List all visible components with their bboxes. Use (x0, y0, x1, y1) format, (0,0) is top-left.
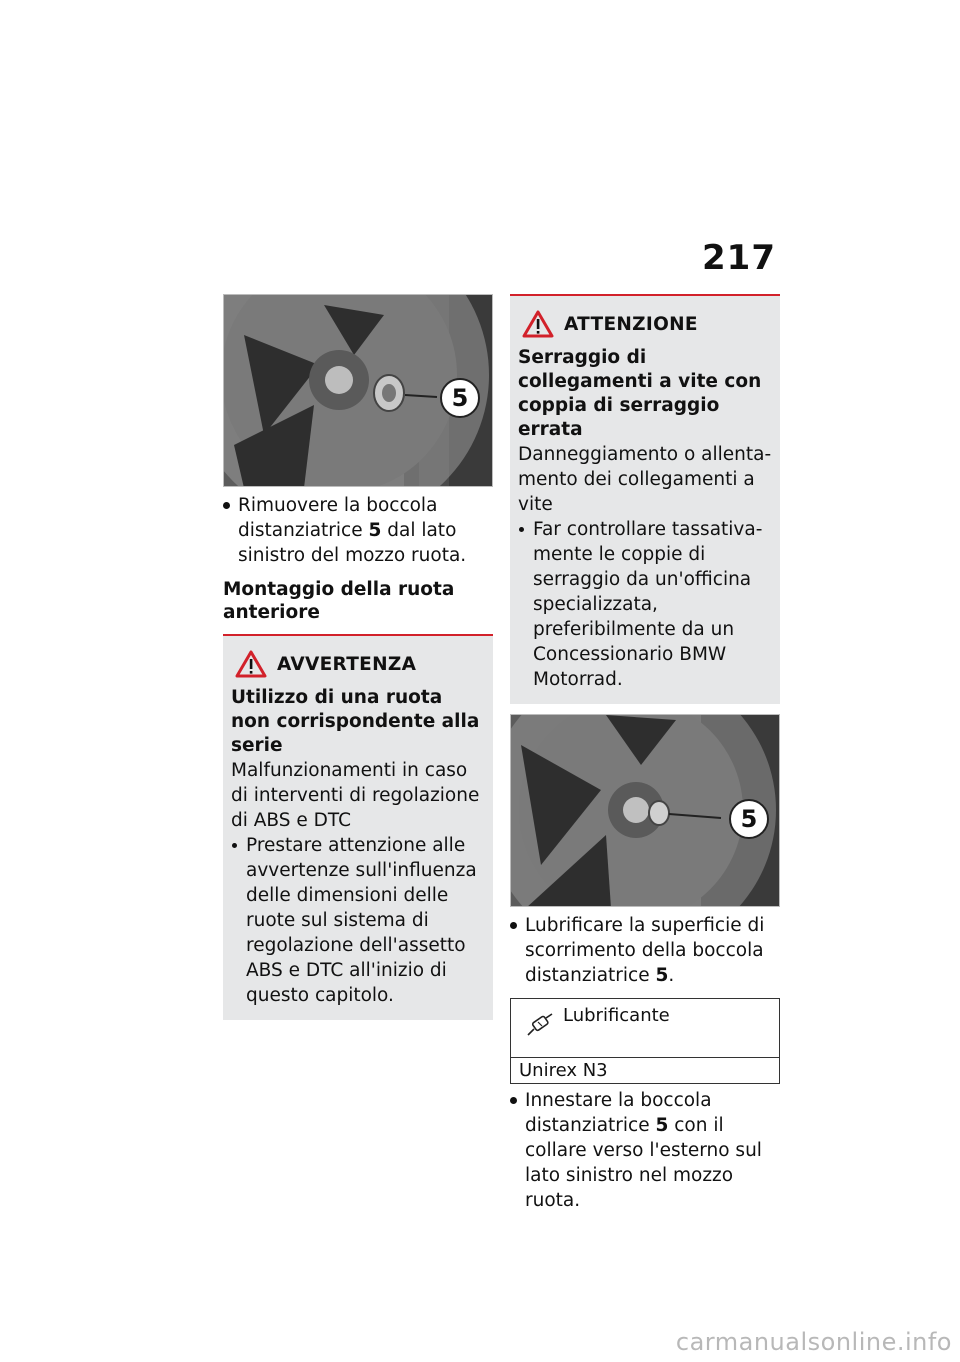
wheel-hub-photo-2 (510, 714, 780, 907)
caution-box (510, 294, 780, 704)
grease-gun-icon (525, 1013, 555, 1039)
wheel-hub-photo-1 (223, 294, 493, 487)
part-reference: 5 (368, 520, 382, 541)
step-text: Innestare la boccola distanziatrice (525, 1090, 712, 1136)
warning-title: AVVERTENZA (277, 653, 417, 675)
caution-subtitle: Serraggio di collegamenti a vite con coppia di serraggio errata (518, 347, 762, 440)
warning-consequence: Malfunzionamenti in caso di interventi di regolazione di ABS e DTC (231, 760, 480, 831)
step-remove-spacer (223, 493, 493, 568)
step-text: con il collare verso l'esterno sul lato sinistro nel mozzo ruota. (525, 1115, 762, 1211)
step-lubricate (510, 913, 780, 988)
watermark: carmanualsonline.info (675, 1328, 952, 1356)
lubricant-value: Unirex N3 (519, 1060, 608, 1081)
warning-box (223, 634, 493, 1020)
warning-triangle-icon (235, 650, 267, 678)
part-reference: 5 (655, 965, 669, 986)
step-insert-spacer (510, 1088, 780, 1213)
lubricant-table (510, 998, 780, 1084)
section-heading: Montaggio della ruota anteriore (223, 579, 455, 623)
callout-number: 5 (729, 799, 769, 839)
left-column (223, 294, 493, 1020)
callout-number: 5 (440, 378, 480, 418)
right-column (510, 294, 780, 1213)
step-text: dal lato sinistro del mozzo ruota. (238, 520, 467, 566)
warning-triangle-icon (522, 310, 554, 338)
step-text: . (668, 965, 675, 986)
lubricant-label: Lubrificante (563, 1005, 670, 1026)
caution-title: ATTENZIONE (564, 313, 698, 335)
step-text: Lubrificare la superficie di scorrimento della boccola distanziatrice (525, 915, 765, 986)
lubricant-header-row (511, 999, 779, 1058)
part-reference: 5 (655, 1115, 669, 1136)
page-number: 217 (702, 238, 776, 278)
caution-consequence: Danneggiamento o allentamento dei collegamenti a vite (518, 444, 772, 515)
warning-subtitle: Utilizzo di una ruota non corrispondente alla serie (231, 687, 480, 756)
step-text: Rimuovere la boccola distanziatrice (238, 495, 438, 541)
warning-header (235, 650, 485, 678)
caution-action: Far controllare tassativamente le coppie di serraggio da un'officina specializzata, preferibilmente da un Concessionario BMW Motorrad. (518, 517, 772, 692)
caution-header (522, 310, 772, 338)
warning-action: Prestare attenzione alle avvertenze sull'influenza delle dimensioni delle ruote sul sistema di regolazione dell'assetto ABS e DTC all'inizio di questo capitolo. (231, 833, 485, 1008)
